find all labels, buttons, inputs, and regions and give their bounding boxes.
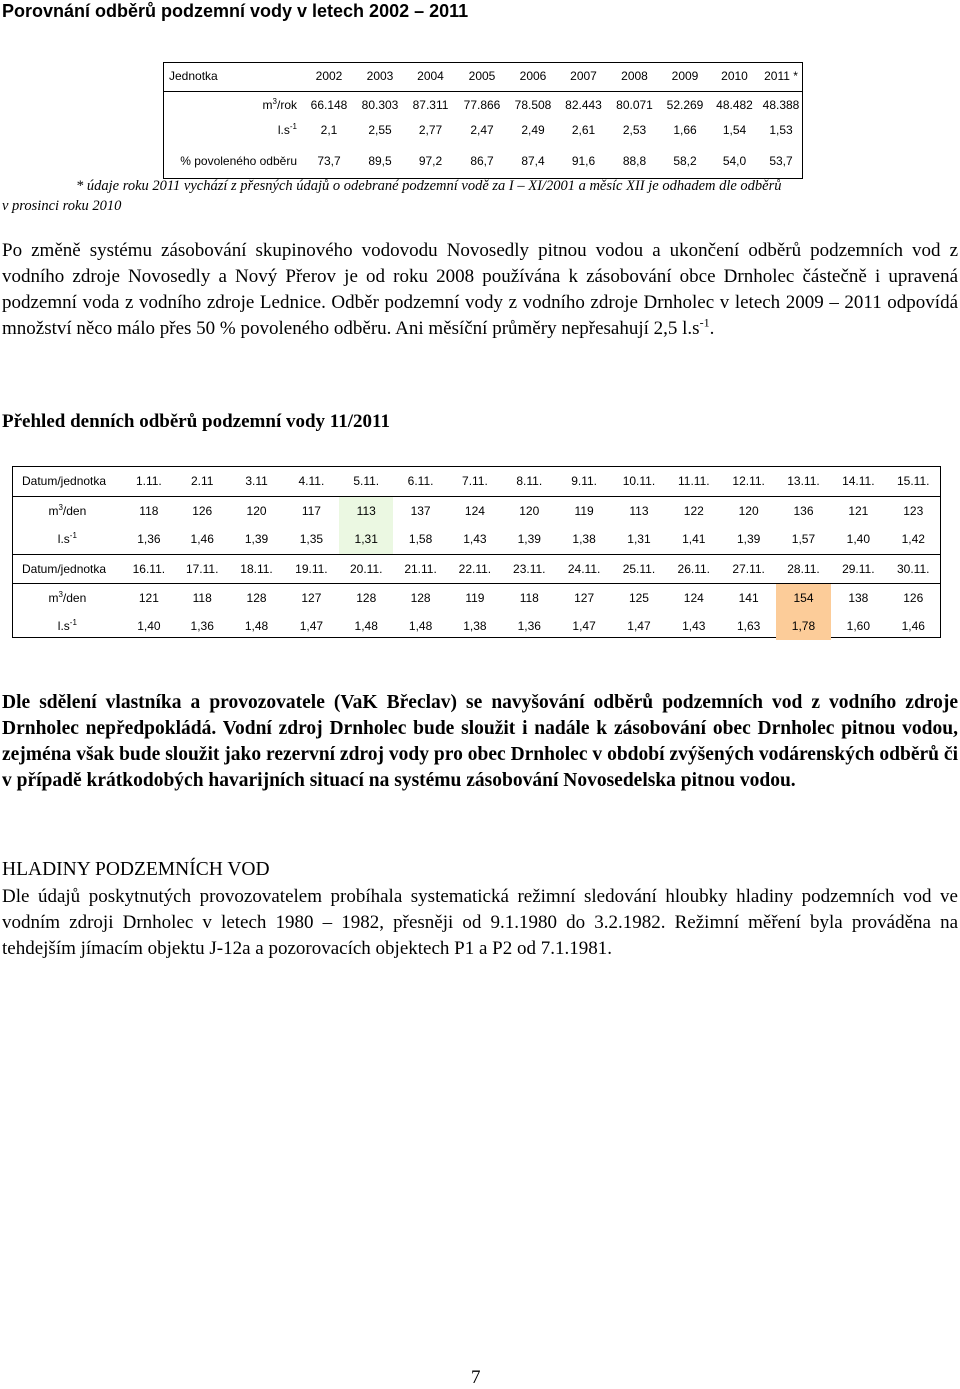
table2-ls-row-1 [12, 525, 941, 555]
date-cell: 6.11. [393, 466, 447, 496]
date-cell: 4.11. [284, 466, 339, 496]
row-label-m3-rok: $m^3$/rok [262, 96, 297, 112]
value-cell: 127 [574, 591, 595, 605]
page-heading: Porovnání odběrů podzemní vody v letech 2002 – 2011 [2, 1, 469, 21]
table1-header-row [163, 62, 803, 91]
value-cell-max-highlight: 154 [776, 584, 831, 613]
year-cell: 2009 [660, 62, 710, 91]
unit-ls: $l.s^{-1}$ [57, 618, 77, 633]
value-cell: 1,46 [175, 525, 229, 555]
table1-row-ls [163, 118, 803, 142]
value-cell: 141 [738, 591, 759, 605]
date-cell: 18.11. [229, 555, 283, 584]
value-cell: 1,54 [722, 123, 747, 137]
value-cell: 118 [139, 503, 159, 518]
row-label-ls: $l.s^{-1}$ [277, 122, 297, 137]
value-cell: 128 [410, 591, 431, 605]
value-cell: 117 [301, 503, 321, 518]
date-cell: 3.11 [229, 466, 283, 496]
value-cell: 1,39 [502, 525, 556, 555]
value-cell: 1,66 [673, 123, 697, 137]
date-cell: 15.11. [886, 466, 942, 496]
value-cell: 138 [848, 591, 869, 605]
year-cell: 2006 [508, 62, 558, 91]
value-cell: 123 [903, 503, 924, 518]
value-cell: 89,5 [368, 153, 392, 168]
value-cell: 1,60 [846, 619, 870, 633]
value-cell: 1,58 [393, 525, 447, 555]
value-cell: 2,55 [368, 123, 392, 137]
value-cell: 2,1 [320, 123, 338, 137]
value-cell: 58,2 [673, 153, 697, 168]
value-cell: 1,40 [137, 619, 161, 633]
date-cell: 29.11. [831, 555, 885, 584]
value-cell: 125 [628, 591, 649, 605]
value-cell: 126 [903, 591, 924, 605]
table1-footnote [2, 176, 952, 216]
value-cell-min-highlight: 113 [339, 496, 393, 525]
value-cell: 136 [793, 503, 814, 518]
year-cell: 2003 [355, 62, 405, 91]
value-cell: 124 [683, 591, 704, 605]
date-cell: 1.11. [123, 466, 175, 496]
value-cell: 82.443 [565, 97, 602, 112]
daily-withdrawal-table [12, 466, 941, 640]
paragraph-groundwater-levels: Dle údajů poskytnutých provozovatelem probíhala systematická režimní sledování hloubky hladiny podzemních vod ve vodním zdroji Drnholec v letech 1980 – 1982, přesněji od 9.1.1980 do 3.2.1982. Režimní měření byla prováděna na tehdejším jímacím objektu J-12a a pozorovacích objektech P1 a P2 od 7.1.1981. [2, 886, 958, 959]
value-cell: 1,47 [299, 619, 324, 633]
value-cell: 137 [410, 503, 431, 518]
date-cell: 25.11. [612, 555, 666, 584]
value-cell: 128 [356, 591, 377, 605]
date-cell: 8.11. [502, 466, 556, 496]
value-cell: 121 [138, 591, 159, 605]
date-cell: 10.11. [612, 466, 666, 496]
value-cell: 1,46 [901, 619, 925, 633]
value-cell: 1,53 [769, 123, 793, 137]
yearly-withdrawal-table [163, 62, 803, 179]
value-cell: 128 [246, 591, 267, 605]
year-cell: 2004 [405, 62, 456, 91]
value-cell: 118 [519, 591, 539, 605]
value-cell: 86,7 [470, 153, 494, 168]
value-cell: 1,39 [229, 525, 283, 555]
value-cell: 88,8 [622, 153, 647, 168]
value-cell: 66.148 [310, 97, 348, 112]
value-cell: 80.303 [361, 97, 399, 112]
row-label-percent: % povoleného odběru [180, 153, 297, 168]
date-cell: 19.11. [284, 555, 339, 584]
value-cell: 1,43 [682, 619, 706, 633]
value-cell: 1,36 [517, 619, 541, 633]
date-cell: 2.11 [175, 466, 229, 496]
date-cell: 12.11. [721, 466, 775, 496]
value-cell: 119 [574, 503, 594, 518]
value-cell: 121 [848, 503, 869, 518]
value-cell: 124 [464, 503, 485, 518]
date-unit-label: Datum/jednotka [12, 466, 123, 496]
value-cell: 87.311 [412, 97, 449, 112]
paragraph-operator-statement: Dle sdělení vlastníka a provozovatele (VaK Břeclav) se navyšování odběrů podzemních vod z vodního zdroje Drnholec nepředpokládá. Vodní zdroj Drnholec bude sloužit i nadále k zásobování obec Drnholec pitnou vodou, zejména však bude sloužit jako rezervní zdroj vody pro obec Drnholec v období zvýšených vodárenských odběrů či v případě krátkodobých havarijních situací na systému zásobování Novosedelska pitnou vodou. [2, 692, 958, 791]
value-cell: 1,63 [736, 619, 761, 633]
year-cell: 2010 [710, 62, 759, 91]
value-cell: 53,7 [769, 153, 793, 168]
value-cell: 91,6 [571, 153, 596, 168]
date-cell: 28.11. [776, 555, 831, 584]
date-unit-label: Datum/jednotka [12, 555, 123, 584]
year-cell: 2002 [303, 62, 355, 91]
value-cell: 2,53 [622, 123, 647, 137]
date-cell: 16.11. [123, 555, 175, 584]
value-cell: 127 [301, 591, 322, 605]
value-cell: 1,47 [572, 619, 596, 633]
value-cell: 1,39 [721, 525, 775, 555]
value-cell: 113 [629, 503, 649, 518]
page-number: 7 [471, 1367, 481, 1388]
date-cell: 9.11. [556, 466, 611, 496]
value-cell: 1,40 [831, 525, 885, 555]
value-cell: 52.269 [666, 97, 704, 112]
date-cell: 7.11. [448, 466, 502, 496]
value-cell: 2,47 [470, 123, 494, 137]
value-cell: 2,61 [571, 123, 596, 137]
value-cell: 2,49 [521, 123, 545, 137]
value-cell: 1,47 [627, 619, 651, 633]
date-cell: 20.11. [339, 555, 393, 584]
value-cell: 1,48 [354, 619, 378, 633]
value-cell: 1,36 [190, 619, 214, 633]
value-cell: 119 [465, 591, 485, 605]
value-cell: 87,4 [521, 153, 545, 168]
value-cell: 97,2 [418, 153, 443, 168]
year-cell: 2007 [558, 62, 609, 91]
date-cell: 24.11. [556, 555, 611, 584]
table2-m3-row-1 [12, 496, 941, 525]
value-cell-max-highlight: 1,78 [776, 612, 831, 640]
footnote-line-1: * údaje roku 2011 vychází z přesných údajů o odebrané podzemní vodě za I – XI/2001 a měsíc XII je odhadem dle odběrů [76, 178, 782, 194]
value-cell: 80.071 [616, 97, 653, 112]
date-cell: 26.11. [666, 555, 721, 584]
value-cell: 1,42 [886, 525, 942, 555]
daily-withdrawal-title: Přehled denních odběrů podzemní vody 11/2011 [2, 411, 390, 432]
table1-row-m3 [163, 91, 803, 118]
value-cell: 54,0 [722, 153, 747, 168]
value-cell-min-highlight: 1,31 [339, 525, 393, 555]
table2-ls-row-2 [12, 612, 941, 640]
value-cell: 48.388 [762, 97, 800, 112]
unit-m3-den: $m^3$/den [48, 590, 87, 605]
value-cell: 120 [519, 503, 540, 518]
year-cell: 2005 [456, 62, 508, 91]
date-cell: 22.11. [448, 555, 502, 584]
value-cell: 120 [246, 503, 267, 518]
paragraph-supply-change: Po změně systému zásobování skupinového vodovodu Novosedly pitnou vodou a ukončení odběrů podzemních vod z vodního zdroje Novosedly a Nový Přerov je od roku 2008 používána k zásobování obce Drnholec částečně i upravená podzemní voda z vodního zdroje Lednice. Odběr podzemní vody z vodního zdroje Drnholec v letech 2009 – 2011 odpovídá množství něco málo přes 50 % povoleného odběru. Ani měsíční průměry nepřesahují 2,5 $l.s^{-1}$. [2, 240, 958, 339]
date-cell: 23.11. [502, 555, 556, 584]
table1-unit-header: Jednotka [163, 62, 303, 91]
value-cell: 1,38 [463, 619, 487, 633]
value-cell: 1,31 [612, 525, 666, 555]
value-cell: 120 [738, 503, 759, 518]
date-cell: 30.11. [886, 555, 942, 584]
date-cell: 14.11. [831, 466, 885, 496]
table2-date-row-1 [12, 466, 941, 496]
date-cell: 13.11. [776, 466, 831, 496]
value-cell: 2,77 [418, 123, 443, 137]
value-cell: 1,48 [408, 619, 433, 633]
section-groundwater-levels-title: HLADINY PODZEMNÍCH VOD [2, 859, 270, 880]
date-cell: 21.11. [393, 555, 447, 584]
value-cell: 1,41 [666, 525, 721, 555]
date-cell: 5.11. [339, 466, 393, 496]
table1-row-percent [163, 142, 803, 179]
value-cell: 48.482 [716, 97, 753, 112]
value-cell: 73,7 [317, 153, 341, 168]
footnote-line-2: v prosinci roku 2010 [2, 198, 122, 214]
year-cell: 2008 [609, 62, 660, 91]
value-cell: 1,38 [556, 525, 611, 555]
year-cell: 2011 * [759, 62, 803, 91]
value-cell: 1,43 [448, 525, 502, 555]
value-cell: 122 [683, 503, 704, 518]
value-cell: 1,48 [244, 619, 269, 633]
unit-ls: $l.s^{-1}$ [12, 525, 123, 555]
value-cell: 126 [192, 503, 213, 518]
value-cell: 77.866 [463, 97, 501, 112]
value-cell: 1,57 [776, 525, 831, 555]
date-cell: 17.11. [175, 555, 229, 584]
value-cell: 1,35 [284, 525, 339, 555]
table2-date-row-2 [12, 555, 941, 584]
value-cell: 1,36 [123, 525, 175, 555]
unit-m3-den: $m^3$/den [48, 502, 87, 518]
date-cell: 27.11. [721, 555, 775, 584]
value-cell: 78.508 [514, 97, 552, 112]
value-cell: 118 [192, 591, 212, 605]
table2-m3-row-2 [12, 584, 941, 613]
date-cell: 11.11. [666, 466, 721, 496]
